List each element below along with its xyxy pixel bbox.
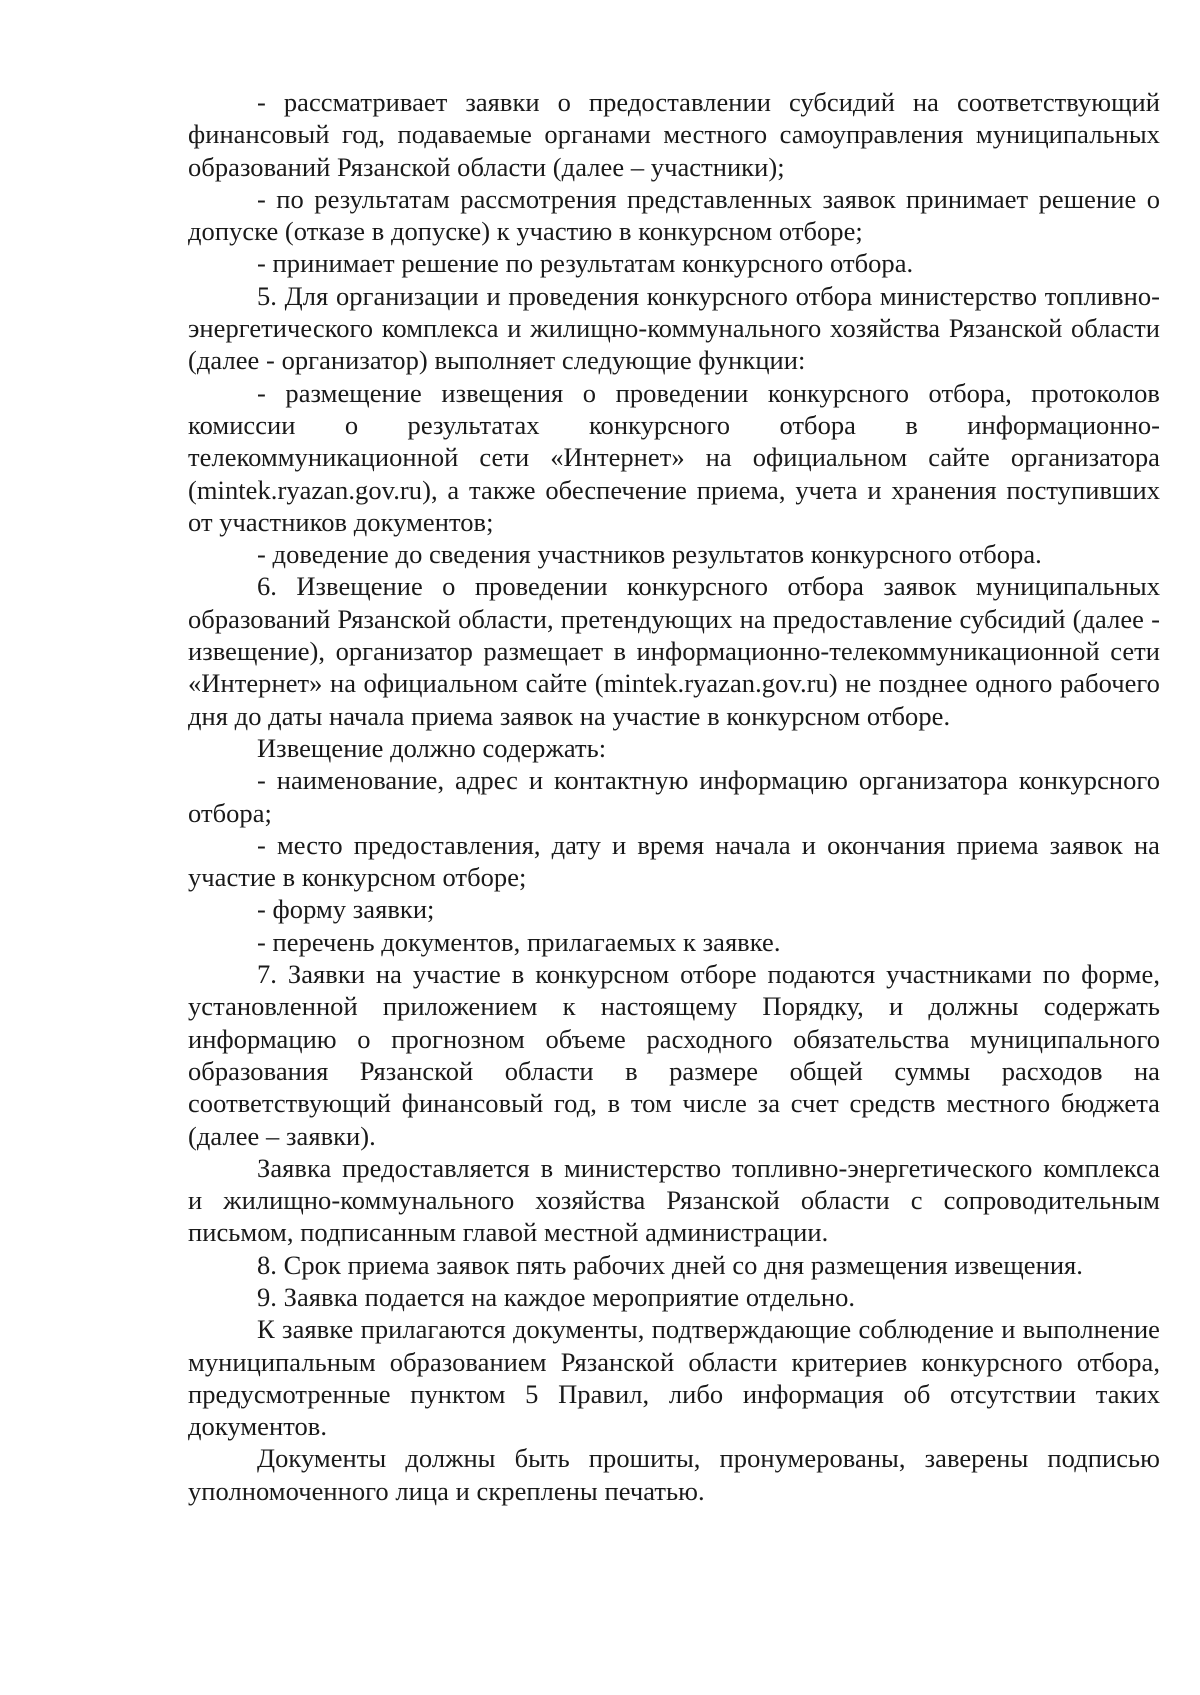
- paragraph-notice-contents-intro: Извещение должно содержать:: [257, 732, 607, 763]
- paragraph-notify-function: - доведение до сведения участников результатов конкурсного отбора.: [257, 539, 1042, 570]
- paragraph-application-submission: Заявка предоставляется в министерство топливно-энергетического комплекса и жилищно-коммунального хозяйства Рязанской области с сопроводительным письмом, подписанным главой местной администрации.: [188, 1152, 1160, 1248]
- paragraph-notice-form: - форму заявки;: [257, 894, 435, 925]
- paragraph-notice-documents: - перечень документов, прилагаемых к заявке.: [257, 926, 781, 957]
- paragraph-item-7: 7. Заявки на участие в конкурсном отборе подаются участниками по форме, установленной приложением к настоящему Порядку, и должны содержать информацию о прогнозном объеме расходного обязательства муниципального образования Рязанской области в размере общей суммы расходов на соответствующий финансовый год, в том числе за счет средств местного бюджета (далее – заявки).: [188, 959, 1160, 1151]
- paragraph-item-5: 5. Для организации и проведения конкурсного отбора министерство топливно-энергетического комплекса и жилищно-коммунального хозяйства Рязанской области (далее - организатор) выполняет следующие функции:: [188, 280, 1160, 376]
- paragraph-documents-requirements: Документы должны быть прошиты, пронумерованы, заверены подписью уполномоченного лица и скреплены печатью.: [188, 1443, 1160, 1506]
- document-page: [188, 86, 1160, 1507]
- paragraph-item-6: 6. Извещение о проведении конкурсного отбора заявок муниципальных образований Рязанской области, претендующих на предоставление субсидий (далее - извещение), организатор размещает в информационно-телекоммуникационной сети «Интернет» на официальном сайте (mintek.ryazan.gov.ru) не позднее одного рабочего дня до даты начала приема заявок на участие в конкурсном отборе.: [188, 571, 1160, 731]
- paragraph-notice-organizer: - наименование, адрес и контактную информацию организатора конкурсного отбора;: [188, 765, 1160, 828]
- paragraph-item-8: 8. Срок приема заявок пять рабочих дней со дня размещения извещения.: [257, 1249, 1083, 1280]
- paragraph-attached-documents: К заявке прилагаются документы, подтверждающие соблюдение и выполнение муниципальным образованием Рязанской области критериев конкурсного отбора, предусмотренные пунктом 5 Правил, либо информация об отсутствии таких документов.: [188, 1314, 1160, 1442]
- paragraph-item-9: 9. Заявка подается на каждое мероприятие отдельно.: [257, 1281, 856, 1312]
- paragraph-notice-place-time: - место предоставления, дату и время начала и окончания приема заявок на участие в конкурсном отборе;: [188, 829, 1160, 893]
- paragraph-review-applications: - рассматривает заявки о предоставлении субсидий на соответствующий финансовый год, подаваемые органами местного самоуправления муниципальных образований Рязанской области (далее – участники);: [188, 87, 1160, 182]
- paragraph-admission-decision: - по результатам рассмотрения представленных заявок принимает решение о допуске (отказе в допуске) к участию в конкурсном отборе;: [188, 183, 1160, 247]
- paragraph-results-decision: - принимает решение по результатам конкурсного отбора.: [257, 248, 914, 279]
- paragraph-publication-function: - размещение извещения о проведении конкурсного отбора, протоколов комиссии о результатах конкурсного отбора в информационно-телекоммуникационной сети «Интернет» на официальном сайте организатора (mintek.ryazan.gov.ru), а также обеспечение приема, учета и хранения поступивших от участников документов;: [188, 377, 1160, 537]
